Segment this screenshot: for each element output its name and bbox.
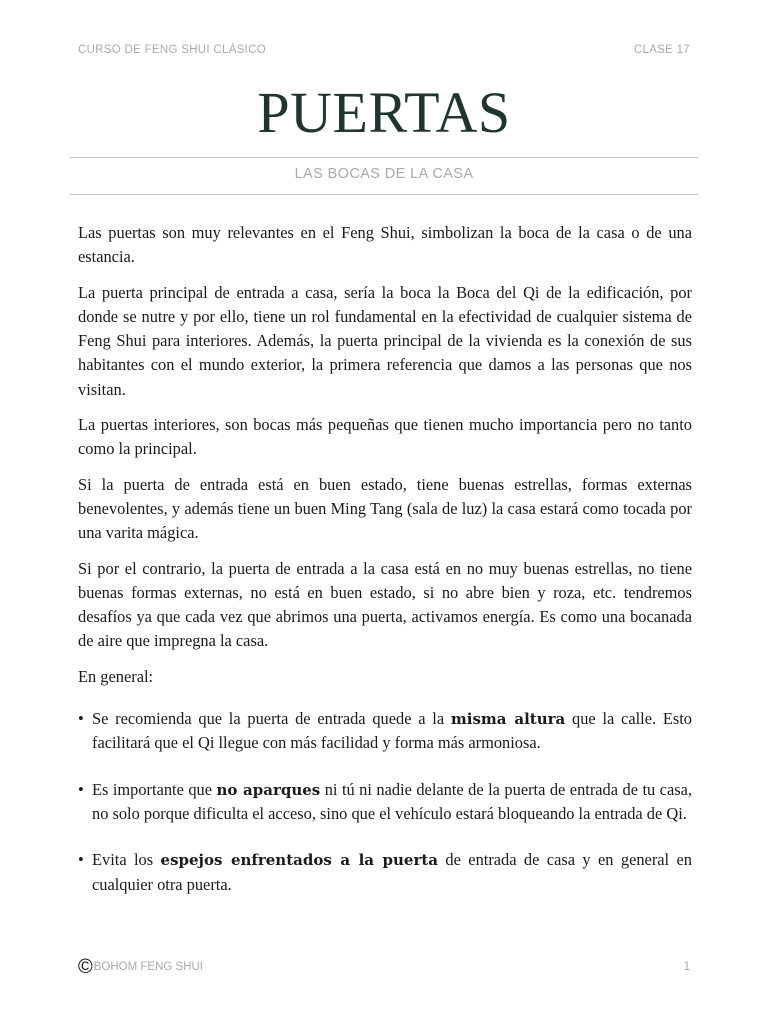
recommendations-list: [78, 707, 692, 897]
brand-name: BOHOM FENG SHUI: [93, 961, 204, 973]
running-header: [78, 44, 690, 56]
list-item-text: Se recomienda que la puerta de entrada quede a la: [92, 709, 451, 729]
list-item-emphasis: espejos enfrentados a la puerta: [160, 851, 439, 870]
bullet-marker: •: [78, 709, 84, 729]
paragraph: Las puertas son muy relevantes en el Feng Shui, simbolizan la boca de la casa o de una estancia.: [78, 223, 692, 267]
divider-top: [70, 157, 698, 158]
paragraph: Si por el contrario, la puerta de entrada a la casa está en no muy buenas estrellas, no tiene buenas formas externas, no está en buen estado, si no abre bien y roza, etc. tendremos desafíos ya que cada vez que abrimos una puerta, activamos energía. Es como una bocanada de aire que impregna la casa.: [78, 558, 692, 651]
paragraph: En general:: [78, 666, 154, 686]
list-item-emphasis: no aparques: [216, 780, 321, 799]
page-subtitle: LAS BOCAS DE LA CASA: [294, 166, 474, 182]
list-item-text: Es importante que: [92, 779, 217, 799]
bullet-marker: •: [78, 779, 84, 799]
copyright-icon: ©: [78, 956, 93, 978]
list-item: [78, 848, 692, 897]
paragraph: La puerta principal de entrada a casa, sería la boca la Boca del Qi de la edificación, por donde se nutre y por ello, tiene un rol fundamental en la efectividad de cualquier sistema de Feng Shui para interiores. Además, la puerta principal de la vivienda es la conexión de sus habitantes con el mundo exterior, la primera referencia que damos a las personas que nos visitan.: [78, 282, 692, 399]
course-name: CURSO DE FENG SHUI CLÁSICO: [78, 44, 266, 56]
page-number: 1: [683, 961, 690, 973]
lesson-number: CLASE 17: [633, 44, 690, 56]
page-title: PUERTAS: [257, 80, 511, 145]
page-footer: [78, 957, 690, 977]
bullet-marker: •: [78, 850, 84, 870]
paragraph: Si la puerta de entrada está en buen estado, tiene buenas estrellas, formas externas benevolentes, y además tiene un buen Ming Tang (sala de luz) la casa estará como tocada por una varita mágica.: [78, 474, 692, 543]
body-content: [78, 221, 692, 919]
list-item: [78, 778, 692, 827]
list-item-text: de entrada de casa y en general en cualquier otra puerta.: [92, 850, 692, 894]
list-item: [78, 707, 692, 756]
list-item-emphasis: misma altura: [450, 710, 566, 729]
footer-brand: [78, 957, 203, 977]
list-item-text: ni tú ni nadie delante de la puerta de entrada de tu casa, no solo porque dificulta el acceso, sino que el vehículo estará bloqueando la entrada de Qi.: [92, 779, 692, 823]
paragraph: La puertas interiores, son bocas más pequeñas que tienen mucho importancia pero no tanto como la principal.: [78, 415, 692, 459]
divider-bottom: [70, 194, 698, 195]
list-item-text: Evita los: [92, 850, 161, 870]
list-item-text: que la calle. Esto facilitará que el Qi llegue con más facilidad y forma más armoniosa.: [92, 709, 692, 753]
